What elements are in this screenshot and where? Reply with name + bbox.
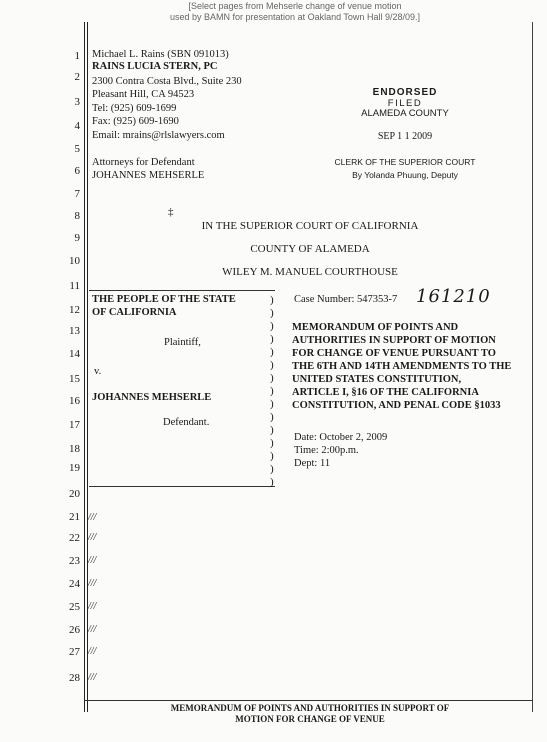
footer-rule xyxy=(84,700,533,701)
continuation-slash: /// xyxy=(88,601,97,612)
stamp-endorsed: ENDORSED xyxy=(372,87,438,98)
attorney-tel: Tel: (925) 609-1699 xyxy=(92,103,177,114)
caption-paren: ) xyxy=(270,450,274,462)
continuation-slash: /// xyxy=(88,532,97,543)
line-number: 9 xyxy=(74,232,80,244)
line-number: 15 xyxy=(69,373,80,385)
continuation-slash: /// xyxy=(88,624,97,635)
caption-paren: ) xyxy=(270,437,274,449)
line-number: 4 xyxy=(74,120,80,132)
line-number: 16 xyxy=(69,395,80,407)
continuation-slash: /// xyxy=(88,672,97,683)
footer-line2: MOTION FOR CHANGE OF VENUE xyxy=(235,714,385,724)
case-number: Case Number: 547353-7 xyxy=(294,294,398,305)
court-title: IN THE SUPERIOR COURT OF CALIFORNIA xyxy=(201,220,419,232)
caption-paren: ) xyxy=(270,385,274,397)
stamp-filed: FILED xyxy=(387,98,423,109)
footer-line1: MEMORANDUM OF POINTS AND AUTHORITIES IN SUPPORT OF xyxy=(170,703,450,713)
handwritten-case-number: 161210 xyxy=(416,286,491,307)
caption-paren: ) xyxy=(270,359,274,371)
caption-top-rule xyxy=(89,290,275,291)
memo-title-line: ARTICLE I, §16 OF THE CALIFORNIA xyxy=(292,387,479,398)
address-line1: 2300 Contra Costa Blvd., Suite 230 xyxy=(92,76,242,87)
plaintiff-name-1: THE PEOPLE OF THE STATE xyxy=(92,294,236,305)
left-margin-rule xyxy=(84,22,85,712)
memo-title-line: THE 6TH AND 14TH AMENDMENTS TO THE xyxy=(292,361,512,372)
caption-paren: ) xyxy=(270,333,274,345)
line-number: 6 xyxy=(74,165,80,177)
plaintiff-label: Plaintiff, xyxy=(164,337,201,348)
line-number: 23 xyxy=(69,555,80,567)
memo-title-line: UNITED STATES CONSTITUTION, xyxy=(292,374,462,385)
caption-paren: ) xyxy=(270,411,274,423)
caption-bottom-rule xyxy=(89,486,275,487)
plaintiff-name-2: OF CALIFORNIA xyxy=(92,307,177,318)
line-number: 7 xyxy=(74,188,80,200)
memo-title-line: FOR CHANGE OF VENUE PURSUANT TO xyxy=(292,348,496,359)
attorney-client: JOHANNES MEHSERLE xyxy=(92,170,205,181)
stamp-clerk: CLERK OF THE SUPERIOR COURT xyxy=(334,157,476,167)
line-number: 27 xyxy=(69,646,80,658)
caption-paren: ) xyxy=(270,476,274,488)
attorney-fax: Fax: (925) 609-1690 xyxy=(92,116,179,127)
line-number: 28 xyxy=(69,672,80,684)
caption-paren: ) xyxy=(270,424,274,436)
continuation-slash: /// xyxy=(88,555,97,566)
line-number: 11 xyxy=(69,280,80,292)
line-number: 8 xyxy=(74,210,80,222)
line-number: 2 xyxy=(74,71,80,83)
attorney-name: Michael L. Rains (SBN 091013) xyxy=(92,49,229,60)
stray-mark: ‡ xyxy=(168,206,174,218)
memo-title-line: CONSTITUTION, AND PENAL CODE §1033 xyxy=(292,400,501,411)
defendant-name: JOHANNES MEHSERLE xyxy=(92,392,212,403)
top-note-line1: [Select pages from Mehserle change of venue motion xyxy=(188,1,402,11)
court-county: COUNTY OF ALAMEDA xyxy=(250,243,370,255)
memo-title-line: MEMORANDUM OF POINTS AND xyxy=(292,322,459,333)
line-number: 1 xyxy=(74,50,80,62)
hearing-date: Date: October 2, 2009 xyxy=(294,432,388,443)
line-number: 13 xyxy=(69,325,80,337)
line-number: 25 xyxy=(69,601,80,613)
caption-paren: ) xyxy=(270,307,274,319)
line-number: 19 xyxy=(69,462,80,474)
caption-paren: ) xyxy=(270,463,274,475)
attorney-email: Email: mrains@rlslawyers.com xyxy=(92,130,225,141)
continuation-slash: /// xyxy=(88,646,97,657)
caption-paren: ) xyxy=(270,372,274,384)
line-number: 20 xyxy=(69,488,80,500)
attorney-role: Attorneys for Defendant xyxy=(92,157,195,168)
caption-paren: ) xyxy=(270,398,274,410)
continuation-slash: /// xyxy=(88,512,97,523)
court-courthouse: WILEY M. MANUEL COURTHOUSE xyxy=(222,266,398,278)
continuation-slash: /// xyxy=(88,578,97,589)
line-number: 10 xyxy=(69,255,80,267)
line-number: 18 xyxy=(69,443,80,455)
caption-paren: ) xyxy=(270,320,274,332)
caption-paren: ) xyxy=(270,294,274,306)
line-number: 5 xyxy=(74,143,80,155)
defendant-label: Defendant. xyxy=(163,417,210,428)
line-number: 3 xyxy=(74,96,80,108)
line-number: 21 xyxy=(69,511,80,523)
line-number: 24 xyxy=(69,578,80,590)
right-margin-rule xyxy=(532,22,533,712)
line-number: 14 xyxy=(69,348,80,360)
stamp-county: ALAMEDA COUNTY xyxy=(361,108,449,119)
line-number: 22 xyxy=(69,532,80,544)
caption-paren: ) xyxy=(270,346,274,358)
memo-title-line: AUTHORITIES IN SUPPORT OF MOTION xyxy=(292,335,496,346)
top-note-line2: used by BAMN for presentation at Oakland Town Hall 9/28/09.] xyxy=(170,12,420,22)
versus-label: v. xyxy=(94,366,102,377)
line-number: 26 xyxy=(69,624,80,636)
firm-name: RAINS LUCIA STERN, PC xyxy=(92,61,218,72)
hearing-dept: Dept: 11 xyxy=(294,458,331,469)
hearing-time: Time: 2:00p.m. xyxy=(294,445,359,456)
line-number: 12 xyxy=(69,304,80,316)
address-line2: Pleasant Hill, CA 94523 xyxy=(92,89,195,100)
stamp-deputy: By Yolanda Phuung, Deputy xyxy=(352,170,458,180)
line-number: 17 xyxy=(69,419,80,431)
stamp-date: SEP 1 1 2009 xyxy=(377,131,433,142)
